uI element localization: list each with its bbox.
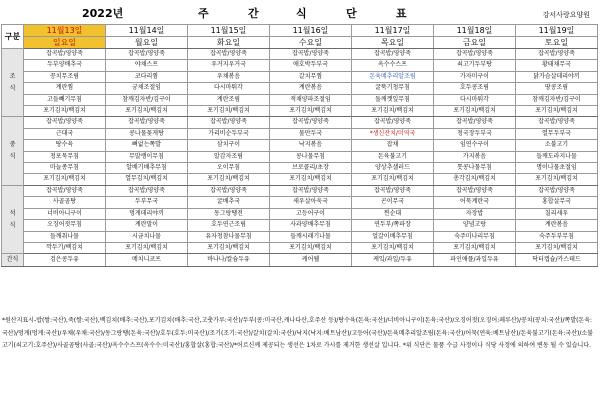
menu-body <box>2 49 598 267</box>
menu-cell: 잡곡밥/영양죽 <box>106 185 188 196</box>
menu-cell: 우채볶음 <box>188 71 270 82</box>
menu-cell: 굴배추국 <box>188 197 270 208</box>
menu-cell: 무말랭이무침 <box>106 151 188 162</box>
weekday-header: 금요일 <box>434 37 516 49</box>
menu-cell: 어묵계란국 <box>434 197 516 208</box>
menu-cell: 자장밥 <box>434 208 516 219</box>
meal-label-char: 조 <box>9 72 16 80</box>
menu-cell: *생신잔치/미역국 <box>352 128 434 139</box>
meal-label-char: 식 <box>9 153 16 161</box>
title-char: 주 <box>198 7 209 20</box>
menu-cell: 두부무국 <box>106 197 188 208</box>
menu-cell: 얼갈이배추무침 <box>352 231 434 242</box>
menu-row <box>2 128 598 139</box>
weekday-header: 목요일 <box>352 37 434 49</box>
meal-label-char: 간식 <box>6 256 19 264</box>
menu-row <box>2 71 598 82</box>
menu-cell: 잡곡밥/영양죽 <box>24 49 106 60</box>
menu-cell: 사과양배추무침 <box>270 220 352 231</box>
menu-cell: 계란말이 <box>106 220 188 231</box>
menu-cell: 양념고랑 <box>434 220 516 231</box>
menu-cell: 돈육불고기 <box>352 151 434 162</box>
menu-cell: 근대국 <box>24 128 106 139</box>
menu-cell: 궁채조절임 <box>106 83 188 94</box>
menu-cell: 케어웰 <box>270 254 352 267</box>
date-row <box>2 25 598 37</box>
menu-cell: 잡채 <box>352 140 434 151</box>
menu-cell: 잡곡밥/영양죽 <box>352 49 434 60</box>
weekly-menu-table <box>1 24 598 267</box>
meal-label <box>2 185 24 253</box>
menu-cell: 잡곡밥/영양죽 <box>434 49 516 60</box>
menu-row <box>2 208 598 219</box>
menu-cell: 코다리찜 <box>106 71 188 82</box>
menu-cell: 잡곡밥/영양죽 <box>270 49 352 60</box>
year-label: 2022년 <box>82 7 124 20</box>
menu-cell: 시금치나물 <box>106 231 188 242</box>
menu-row <box>2 220 598 231</box>
menu-cell: 오징어젓무침 <box>24 220 106 231</box>
menu-cell: 잡곡밥/영양죽 <box>434 117 516 128</box>
menu-row <box>2 60 598 71</box>
menu-cell: 포기김치/백김치 <box>516 106 598 117</box>
title-char: 표 <box>396 7 407 20</box>
menu-cell: 홍합살무국 <box>516 197 598 208</box>
weekday-header: 화요일 <box>188 37 270 49</box>
date-header: 11월18일 <box>434 25 516 37</box>
menu-cell: 임연수구이 <box>434 140 516 151</box>
menu-cell: 호두콩조림 <box>434 83 516 94</box>
menu-row <box>2 163 598 174</box>
menu-cell: 뼈없는쪽발 <box>106 140 188 151</box>
date-header: 11월19일 <box>516 25 598 37</box>
menu-cell: 숙주미나리무침 <box>434 231 516 242</box>
date-header: 11월16일 <box>270 25 352 37</box>
menu-cell: 계란볶음 <box>270 83 352 94</box>
menu-cell: 갈치무찜 <box>270 71 352 82</box>
menu-cell: 가지볶음 <box>434 151 516 162</box>
menu-cell: 두부양배추국 <box>24 60 106 71</box>
menu-cell: 잡곡밥/영양죽 <box>516 185 598 196</box>
menu-cell: 탕수육 <box>24 140 106 151</box>
menu-cell: 굴뚝기청무침 <box>352 83 434 94</box>
menu-cell: 잡곡밥/영양죽 <box>270 185 352 196</box>
weekday-header: 일요일 <box>24 37 106 49</box>
menu-cell: 잡곡밥/영양죽 <box>188 117 270 128</box>
menu-cell: 포기김치/백김치 <box>434 242 516 253</box>
menu-cell: 잡곡밥/영양죽 <box>516 117 598 128</box>
menu-cell: 야채스프 <box>106 60 188 71</box>
menu-cell: 잡곡밥/영양죽 <box>270 117 352 128</box>
menu-cell: 쇠고기두부탕 <box>434 60 516 71</box>
menu-cell: 다시마튀각 <box>188 83 270 94</box>
menu-row <box>2 231 598 242</box>
menu-cell: 호두연근조림 <box>188 220 270 231</box>
meal-label-char: 중 <box>9 141 16 149</box>
menu-cell: 포기김치/백김치 <box>106 106 188 117</box>
menu-cell: 포기김치/백김치 <box>434 106 516 117</box>
menu-row <box>2 174 598 185</box>
menu-cell: 케잌/과일/두유 <box>352 254 434 267</box>
menu-cell: 들깨시래기나물 <box>270 231 352 242</box>
menu-row <box>2 197 598 208</box>
menu-cell: 브로콜리/초장 <box>270 163 352 174</box>
menu-cell: 애호박두부국 <box>270 60 352 71</box>
weekday-header: 토요일 <box>516 37 598 49</box>
menu-cell: 연두부/쪽파장 <box>352 220 434 231</box>
menu-cell: 옥수수스프 <box>352 60 434 71</box>
menu-cell: 잡곡밥/영양죽 <box>24 185 106 196</box>
menu-cell: 계란조림 <box>188 94 270 105</box>
menu-cell: 포기김치/백김치 <box>270 174 352 185</box>
date-header: 11월13일 <box>24 25 106 37</box>
menu-cell: 물만두국 <box>270 128 352 139</box>
menu-cell: 포기김치/백김치 <box>352 174 434 185</box>
menu-row <box>2 140 598 151</box>
meal-label-char: 식 <box>9 84 16 92</box>
meal-label <box>2 49 24 117</box>
weekday-header: 월요일 <box>106 37 188 49</box>
menu-cell: 닭가슴살데리야끼 <box>516 71 598 82</box>
menu-cell: 톳콩나물무침 <box>434 163 516 174</box>
menu-cell: 숙주두부무침 <box>516 231 598 242</box>
title-char: 식 <box>296 7 307 20</box>
menu-cell: 들깨도라지나물 <box>516 151 598 162</box>
menu-cell: 잡곡밥/영양죽 <box>516 49 598 60</box>
menu-row <box>2 94 598 105</box>
menu-cell: 너비아니구이 <box>24 208 106 219</box>
menu-cell: 참깨김자반/김구이 <box>516 94 598 105</box>
menu-cell: 포기김치/백김치 <box>24 106 106 117</box>
menu-cell: 새우살아욱국 <box>270 197 352 208</box>
menu-cell: 파인애플/과일두유 <box>434 254 516 267</box>
menu-row <box>2 254 598 267</box>
menu-cell: 포기김치/백김치 <box>270 106 352 117</box>
menu-cell: 명이나물초절임 <box>516 163 598 174</box>
menu-cell: 오이무침 <box>188 163 270 174</box>
origin-note: *원산지표시-밥(쌀:국산),죽(쌀:국산),백김치(배추:국산),포기김치(배추:국산,고춧가루:국산)/두부(콩:미국산,캐나다산,호주산 등)/탕수육(돈육:국산)/너비아니구이(돈육:국산)/오징어젓(오징어:페루산)/꽁치(꽁치:국산)/쪽발(돈육:국산)/멍게(멍게:국산)/우채(우채:국산)/동그랑땡(돈육:국산)/호두(호두:미국산)/조기(조기:국산)/갈치(갈치:국산)/낙지(낙지:베트남산)/고등어(국산)/돈육메추리알조림(돈육:국산)/어묵(연육:베트남산)/돈육불고기(돈육:국산)/소불고기(쇠고기:호주산)/사골곰탕(사골:국산)/옥수수스프(옥수수:미국산)/홍합살(홍합:국산)/*어르신께 제공되는 생선은 1차로 가시를 제거한 생선살 입니다. *위 식단은 물품 수급 사정이나 식당 사정에 의하여 변동 될 수 있습니다. <box>2 317 593 349</box>
menu-cell: 우거지우거국 <box>188 60 270 71</box>
menu-cell: 포기김치/백김치 <box>24 174 106 185</box>
menu-cell: 닥터캡슐/카스테드 <box>516 254 598 267</box>
menu-cell: 양상추샐러드 <box>352 163 434 174</box>
menu-cell: 열무두부국 <box>516 128 598 139</box>
menu-cell: 찐순대 <box>352 208 434 219</box>
menu-cell: 포기김치/백김치 <box>188 106 270 117</box>
menu-cell: 알배기배추무침 <box>106 163 188 174</box>
menu-cell: 포기김치/백김치 <box>188 174 270 185</box>
menu-row <box>2 49 598 60</box>
menu-cell: 총각김치/백김치 <box>434 174 516 185</box>
menu-cell: 적채양파조절임 <box>270 94 352 105</box>
menu-cell: 고들빼기무침 <box>24 94 106 105</box>
menu-cell: 바나나/칼슘두유 <box>188 254 270 267</box>
menu-cell: 열무김치/백김치 <box>106 174 188 185</box>
menu-cell: 포기김치/백김치 <box>270 242 352 253</box>
menu-cell: 사골곰탕 <box>24 197 106 208</box>
menu-row <box>2 83 598 94</box>
menu-cell: 황태채무국 <box>516 60 598 71</box>
page-header <box>0 0 600 26</box>
menu-cell: 돈육메추리알조림 <box>352 71 434 82</box>
menu-cell: 잡곡밥/영양죽 <box>106 49 188 60</box>
meal-label <box>2 254 24 267</box>
menu-cell: 청국장두부국 <box>434 128 516 139</box>
menu-row <box>2 106 598 117</box>
org-name: 강서사랑요양원 <box>542 11 590 19</box>
menu-cell: 꽁치무조림 <box>24 71 106 82</box>
menu-cell: 동그랑땡전 <box>188 208 270 219</box>
menu-cell: 메치니코프 <box>106 254 188 267</box>
meal-label <box>2 117 24 185</box>
meal-label-char: 석 <box>9 209 16 217</box>
menu-cell: 계란찜 <box>24 83 106 94</box>
menu-cell: 땅콩조림 <box>516 83 598 94</box>
menu-cell: 칠리새우 <box>516 208 598 219</box>
menu-cell: 청포묵무침 <box>24 151 106 162</box>
menu-row <box>2 117 598 128</box>
menu-cell: 알감자조림 <box>188 151 270 162</box>
menu-cell: 계란볶음 <box>516 220 598 231</box>
menu-cell: 잡곡밥/영양죽 <box>352 117 434 128</box>
menu-cell: 다시마튀각 <box>434 94 516 105</box>
menu-row <box>2 242 598 253</box>
menu-cell: 포기김치/백김치 <box>516 174 598 185</box>
menu-cell: 소불고기 <box>516 140 598 151</box>
menu-cell: 콩나물꽃게탕 <box>106 128 188 139</box>
menu-cell: 검은콩두유 <box>24 254 106 267</box>
menu-cell: 삼치구이 <box>188 140 270 151</box>
menu-cell: 가리비순두부국 <box>188 128 270 139</box>
menu-cell: 잡곡밥/영양죽 <box>24 117 106 128</box>
menu-cell: 콩나물무침 <box>270 151 352 162</box>
menu-row <box>2 151 598 162</box>
menu-cell: 포기김치/백김치 <box>106 242 188 253</box>
menu-cell: 낙지볶음 <box>270 140 352 151</box>
menu-cell: 포기김치/백김치 <box>188 242 270 253</box>
date-header: 11월14일 <box>106 25 188 37</box>
menu-row <box>2 185 598 196</box>
meal-label-char: 식 <box>9 221 16 229</box>
date-header: 11월17일 <box>352 25 434 37</box>
menu-cell: 포기김치/백김치 <box>352 106 434 117</box>
title-char: 단 <box>346 7 357 20</box>
menu-cell: 깍두기/백김치 <box>24 242 106 253</box>
menu-cell: 잡곡밥/영양죽 <box>188 49 270 60</box>
menu-cell: 잡곡밥/영양죽 <box>106 117 188 128</box>
menu-cell: 잡곡밥/영양죽 <box>188 185 270 196</box>
menu-cell: 포기김치/백김치 <box>352 242 434 253</box>
menu-cell: 고등어구이 <box>270 208 352 219</box>
menu-cell: 들깨취나물 <box>24 231 106 242</box>
weekday-header: 수요일 <box>270 37 352 49</box>
menu-cell: 잡곡밥/영양죽 <box>434 185 516 196</box>
menu-cell: 참깨김자반/김구이 <box>106 94 188 105</box>
date-header: 11월15일 <box>188 25 270 37</box>
menu-cell: 포기김치/백김치 <box>516 242 598 253</box>
menu-cell: 유자청참나물무침 <box>188 231 270 242</box>
menu-cell: 마늘종무침 <box>24 163 106 174</box>
weekday-row <box>2 37 598 49</box>
menu-cell: 곤이무국 <box>352 197 434 208</box>
menu-cell: 가자미구이 <box>434 71 516 82</box>
menu-cell: 돌깨깻잎무침 <box>352 94 434 105</box>
corner-label: 구분 <box>2 25 24 49</box>
title-char: 간 <box>248 7 259 20</box>
menu-cell: 잡곡밥/영양죽 <box>352 185 434 196</box>
menu-cell: 멍게데리야끼 <box>106 208 188 219</box>
